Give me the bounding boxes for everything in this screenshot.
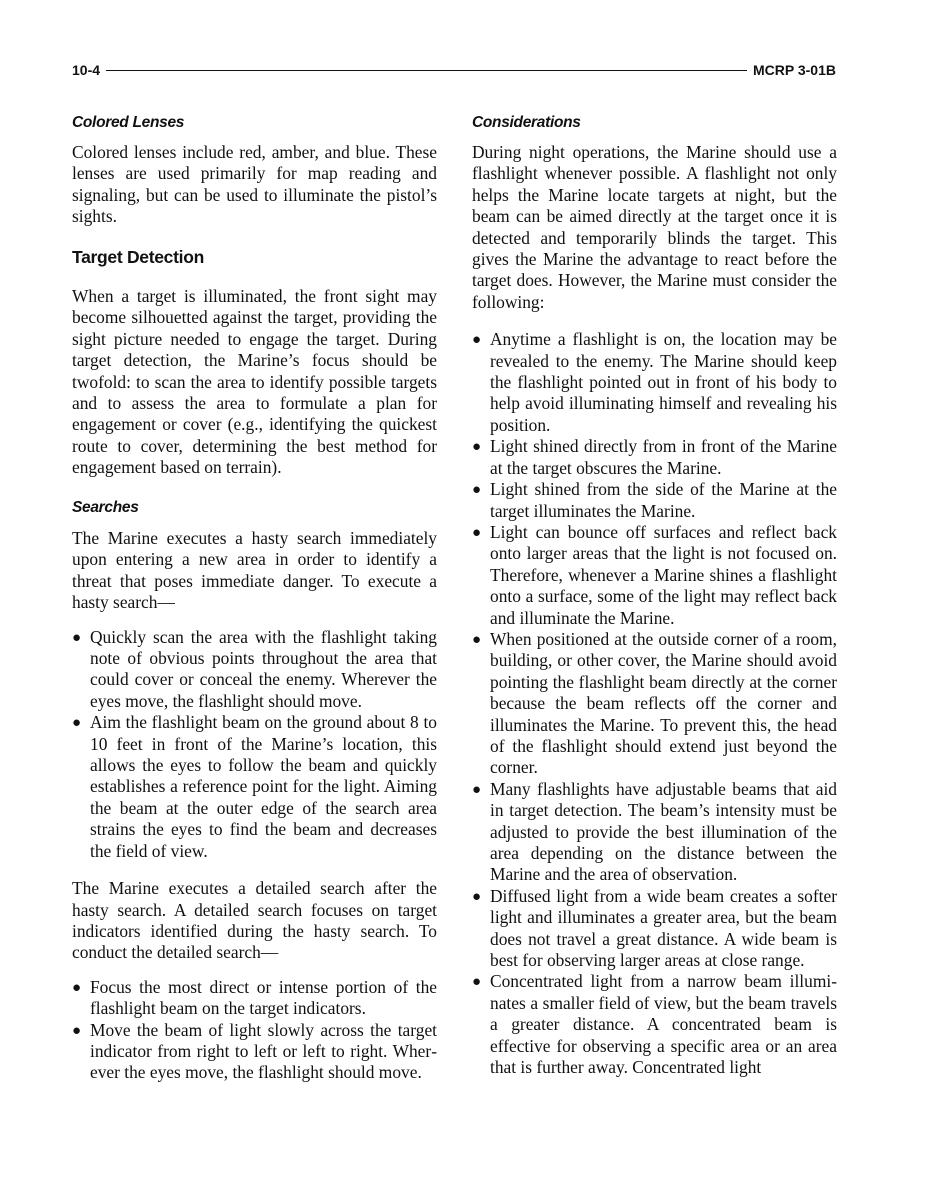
list-item-text: Aim the flashlight beam on the ground about 8 to 10 feet in front of the Marine’s location, this allows the eyes to follow the beam and quickly establishes a reference point for the light. Aiming the beam at the outer edge of the search area strains the eyes to find the beam and decreases the field of view. bbox=[90, 712, 437, 861]
target-detection-section bbox=[72, 286, 437, 479]
list-item-text: Move the beam of light slowly across the target indicator from right to left or left to right. Wherever the eyes move, the flashlight should move. bbox=[90, 1019, 437, 1083]
bullet-icon: ● bbox=[472, 332, 482, 349]
list-item-text: Focus the most direct or intense portion of the flashlight beam on the target indicators. bbox=[90, 976, 437, 1019]
document-id: MCRP 3-01B bbox=[753, 62, 836, 78]
considerations-paragraph: During night operations, the Marine should use a flashlight whenever possible. A flashlight not only helps the Marine locate targets at night, but the beam can be aimed directly at the target once it is detected and temporarily blinds the target. This gives the Marine the advantage to react before the target does. However, the Marine must consider the following: bbox=[472, 142, 837, 312]
target-detection-paragraph: When a target is illuminated, the front sight may become silhouetted against the target, providing the sight picture needed to engage the target. During target detection, the Marine’s focus should be twofold: to scan the area to identify possible targets and to assess the area to formulate a plan for engagement or cover (e.g., identifying the quickest route to cover, determining the best method for engagement based on terrain). bbox=[72, 286, 437, 478]
considerations-list bbox=[472, 329, 837, 1078]
detailed-search-intro: The Marine executes a detailed search after the hasty search. A detailed search focuses on target indicators identified during the hasty search. To conduct the detailed search— bbox=[72, 878, 437, 963]
page-header bbox=[72, 60, 836, 80]
colored-lenses-paragraph: Colored lenses include red, amber, and blue. These lenses are used primarily for map reading and signaling, but can be used to illuminate the pistol’s sights. bbox=[72, 142, 437, 227]
bullet-icon: ● bbox=[72, 715, 82, 732]
list-item bbox=[472, 971, 837, 1078]
heading-colored-lenses: Colored Lenses bbox=[72, 114, 185, 131]
list-item-text: Many flashlights have adjustable beams that aid in target detection. The beam’s intensity must be adjusted to provide the best illumination of the area depending on the distance between the Marine and the area of observation. bbox=[490, 778, 837, 885]
list-item bbox=[72, 712, 437, 862]
bullet-icon: ● bbox=[472, 781, 482, 798]
list-item-text: Light can bounce off surfaces and reflect back onto larger areas that the light is not focused on. Therefore, whenever a Marine shines a flashlight onto a surface, some of the light may reflect back and illuminate the Marine. bbox=[490, 521, 837, 628]
heading-target-detection: Target Detection bbox=[72, 247, 204, 267]
bullet-icon: ● bbox=[472, 974, 482, 991]
colored-lenses-section bbox=[72, 142, 437, 228]
bullet-icon: ● bbox=[472, 482, 482, 499]
list-item-text: Quickly scan the area with the flashlight taking note of obvious points throughout the area that could cover or conceal the enemy. Wherever the eyes move, the flashlight should move. bbox=[90, 626, 437, 711]
heading-considerations: Considerations bbox=[472, 114, 581, 131]
list-item bbox=[472, 629, 837, 779]
list-item bbox=[472, 436, 837, 479]
bullet-icon: ● bbox=[472, 631, 482, 648]
list-item bbox=[472, 779, 837, 886]
bullet-icon: ● bbox=[72, 629, 82, 646]
list-item-text: Light shined from the side of the Marine at the target illuminates the Marine. bbox=[490, 479, 837, 521]
list-item bbox=[472, 522, 837, 629]
heading-searches: Searches bbox=[72, 499, 139, 516]
considerations-section bbox=[472, 142, 837, 1078]
list-item-text: Diffused light from a wide beam creates a softer light and illuminates a greater area, but the beam does not travel a great distance. A wide beam is best for observing larger areas at close range. bbox=[490, 885, 837, 971]
list-item-text: Concentrated light from a narrow beam illuminates a smaller field of view, but the beam travels a greater distance. A concentrated beam is effective for observing a specific area or an area that is further away. Concentrated light bbox=[490, 971, 837, 1078]
bullet-icon: ● bbox=[72, 1022, 82, 1039]
hasty-search-list bbox=[72, 627, 437, 862]
list-item bbox=[72, 977, 437, 1020]
list-item bbox=[472, 886, 837, 972]
list-item-text: Anytime a flashlight is on, the location may be revealed to the enemy. The Marine should keep the flashlight pointed out in front of his body to help avoid illuminating himself and revealing his position. bbox=[490, 329, 837, 435]
page-number: 10-4 bbox=[72, 62, 101, 78]
list-item-text: When positioned at the outside corner of a room, building, or other cover, the Marine should avoid pointing the flashlight beam directly at the corner because the beam reflects off the corner and illuminates the Marine. To prevent this, the head of the flashlight should extend just beyond the corner. bbox=[490, 628, 837, 778]
detailed-search-list bbox=[72, 977, 437, 1084]
bullet-icon: ● bbox=[472, 439, 482, 456]
list-item bbox=[472, 329, 837, 436]
list-item bbox=[72, 627, 437, 713]
bullet-icon: ● bbox=[472, 524, 482, 541]
bullet-icon: ● bbox=[472, 888, 482, 905]
list-item-text: Light shined directly from in front of the Marine at the target obscures the Marine. bbox=[490, 436, 837, 478]
bullet-icon: ● bbox=[72, 979, 82, 996]
hasty-search-intro: The Marine executes a hasty search immediately upon entering a new area in order to identify a threat that poses immediate danger. To execute a hasty search— bbox=[72, 528, 437, 613]
searches-section bbox=[72, 528, 437, 1084]
list-item bbox=[72, 1020, 437, 1084]
list-item bbox=[472, 479, 837, 522]
header-rule bbox=[106, 70, 747, 71]
